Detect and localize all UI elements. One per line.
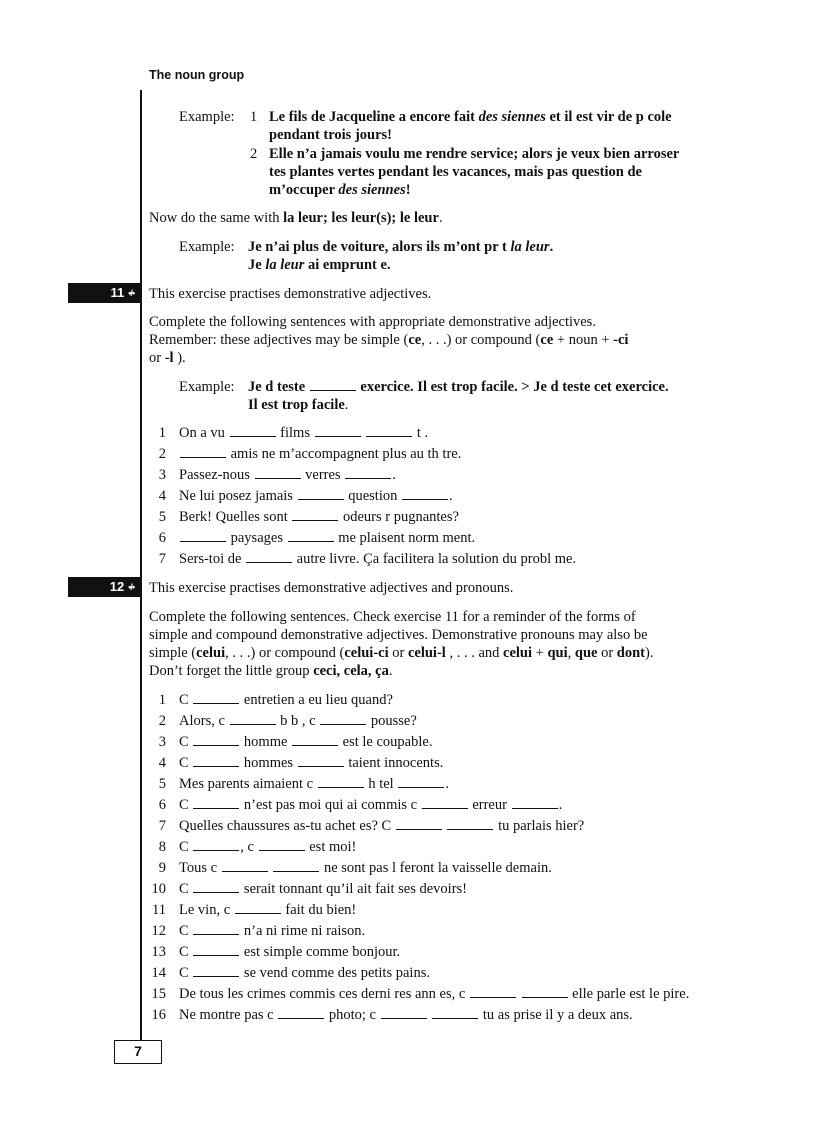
exercise-intro: This exercise practises demonstrative adjectives.	[149, 286, 432, 302]
example-line: Elle n’a jamais voulu me rendre service; alors je veux bien arroser	[269, 146, 680, 162]
exercise-intro: This exercise practises demonstrative adjectives and pronouns.	[149, 580, 514, 596]
example-line: Je n’ai plus de voiture, alors ils m’ont pr t la leur.	[248, 239, 554, 255]
answer-blank[interactable]	[398, 775, 444, 788]
exercise-item: C n’est pas moi qui ai commis c erreur .	[179, 797, 563, 813]
answer-blank[interactable]	[193, 691, 239, 704]
example-label: Example:	[179, 109, 235, 125]
answer-blank[interactable]	[292, 508, 338, 521]
answer-blank[interactable]	[522, 985, 568, 998]
example-number: 1	[250, 109, 258, 125]
page-number: 7	[114, 1040, 162, 1064]
exercise-item: Mes parents aimaient c h tel .	[179, 776, 449, 792]
answer-blank[interactable]	[470, 985, 516, 998]
exercise-item: C entretien a eu lieu quand?	[179, 692, 393, 708]
example-label: Example:	[179, 379, 235, 395]
exercise-item: Berk! Quelles sont odeurs r pugnantes?	[179, 509, 459, 525]
item-number: 8	[158, 839, 166, 855]
instruction-text: Complete the following sentences. Check exercise 11 for a reminder of the forms of	[149, 609, 636, 625]
item-number: 2	[158, 713, 166, 729]
running-head: The noun group	[149, 68, 245, 82]
answer-blank[interactable]	[381, 1006, 427, 1019]
exercise-item: Quelles chaussures as-tu achet es? C tu parlais hier?	[179, 818, 585, 834]
example-line: Je d teste exercice. Il est trop facile. > Je d teste cet exercice.	[248, 379, 669, 395]
answer-blank[interactable]	[320, 712, 366, 725]
exercise-11-tab: 11 •/•	[68, 283, 140, 303]
exercise-item: C , c est moi!	[179, 839, 357, 855]
example-number: 2	[250, 146, 258, 162]
answer-blank[interactable]	[193, 754, 239, 767]
example-line: pendant trois jours!	[269, 127, 392, 143]
answer-blank[interactable]	[298, 754, 344, 767]
answer-blank[interactable]	[255, 466, 301, 479]
answer-blank[interactable]	[402, 487, 448, 500]
answer-blank[interactable]	[298, 487, 344, 500]
answer-blank[interactable]	[447, 817, 493, 830]
item-number: 7	[158, 551, 166, 567]
exercise-item: C se vend comme des petits pains.	[179, 965, 430, 981]
item-number: 6	[158, 530, 166, 546]
item-number: 5	[158, 776, 166, 792]
answer-blank[interactable]	[366, 424, 412, 437]
exercise-item: C hommes taient innocents.	[179, 755, 444, 771]
answer-blank[interactable]	[259, 838, 305, 851]
item-number: 7	[158, 818, 166, 834]
exercise-item: Tous c ne sont pas l feront la vaisselle demain.	[179, 860, 552, 876]
answer-blank[interactable]	[512, 796, 558, 809]
answer-blank[interactable]	[193, 964, 239, 977]
answer-blank[interactable]	[288, 529, 334, 542]
answer-blank[interactable]	[432, 1006, 478, 1019]
exercise-item: amis ne m’accompagnent plus au th tre.	[179, 445, 461, 463]
answer-blank[interactable]	[230, 424, 276, 437]
exercise-item: C est simple comme bonjour.	[179, 944, 401, 960]
answer-blank[interactable]	[180, 529, 226, 542]
item-number: 9	[158, 860, 166, 876]
answer-blank[interactable]	[193, 733, 239, 746]
exercise-item: Alors, c b b , c pousse?	[179, 713, 417, 729]
item-number: 1	[158, 692, 166, 708]
answer-blank[interactable]	[193, 943, 239, 956]
item-number: 11	[152, 902, 166, 918]
item-number: 15	[151, 986, 166, 1002]
exercise-12-tab: 12 •/•	[68, 577, 140, 597]
answer-blank[interactable]	[246, 550, 292, 563]
answer-blank[interactable]	[180, 445, 226, 458]
item-number: 3	[158, 734, 166, 750]
answer-blank[interactable]	[273, 859, 319, 872]
answer-blank[interactable]	[235, 901, 281, 914]
instruction-text: Now do the same with la leur; les leur(s); le leur.	[149, 210, 443, 226]
answer-blank[interactable]	[315, 424, 361, 437]
answer-blank[interactable]	[193, 880, 239, 893]
instruction-text: Don’t forget the little group ceci, cela, ça.	[149, 663, 393, 679]
difficulty-icon: •/•	[128, 582, 134, 592]
answer-blank[interactable]	[193, 796, 239, 809]
example-line: m’occuper des siennes!	[269, 182, 411, 198]
item-number: 5	[158, 509, 166, 525]
item-number: 16	[151, 1007, 166, 1023]
item-number: 3	[158, 467, 166, 483]
exercise-item: Le vin, c fait du bien!	[179, 902, 357, 918]
exercise-item: Ne montre pas c photo; c tu as prise il y a deux ans.	[179, 1007, 633, 1023]
exercise-item: Sers-toi de autre livre. Ça facilitera la solution du probl me.	[179, 551, 577, 567]
answer-blank[interactable]	[230, 712, 276, 725]
exercise-item: C homme est le coupable.	[179, 734, 433, 750]
answer-blank[interactable]	[318, 775, 364, 788]
exercise-item: On a vu films t .	[179, 425, 429, 441]
example-line: Il est trop facile.	[248, 397, 349, 413]
exercise-item: De tous les crimes commis ces derni res ann es, c elle parle est le pire.	[179, 986, 690, 1002]
exercise-item: C serait tonnant qu’il ait fait ses devoirs!	[179, 881, 468, 897]
answer-blank[interactable]	[193, 838, 239, 851]
item-number: 14	[151, 965, 166, 981]
difficulty-icon: •/•	[128, 288, 134, 298]
instruction-text: Remember: these adjectives may be simple (ce, . . .) or compound (ce + noun + -ci	[149, 332, 629, 348]
answer-blank[interactable]	[278, 1006, 324, 1019]
answer-blank[interactable]	[292, 733, 338, 746]
example-line: Je la leur ai emprunt e.	[248, 257, 391, 273]
item-number: 10	[151, 881, 166, 897]
example-line: tes plantes vertes pendant les vacances, mais pas question de	[269, 164, 642, 180]
answer-blank[interactable]	[222, 859, 268, 872]
answer-blank[interactable]	[193, 922, 239, 935]
instruction-text: Complete the following sentences with appropriate demonstrative adjectives.	[149, 314, 596, 330]
item-number: 4	[158, 488, 166, 504]
answer-blank[interactable]	[345, 466, 391, 479]
item-number: 6	[158, 797, 166, 813]
margin-rule	[140, 90, 142, 1040]
instruction-text: simple and compound demonstrative adjectives. Demonstrative pronouns may also be	[149, 627, 648, 643]
example-line: Le fils de Jacqueline a encore fait des siennes et il est vir de p cole	[269, 109, 672, 125]
answer-blank[interactable]	[310, 378, 356, 391]
item-number: 1	[158, 425, 166, 441]
example-label: Example:	[179, 239, 235, 255]
item-number: 13	[151, 944, 166, 960]
exercise-item: C n’a ni rime ni raison.	[179, 923, 366, 939]
instruction-text: simple (celui, . . .) or compound (celui-ci or celui-l , . . . and celui + qui, que or dont).	[149, 645, 654, 661]
exercise-item: Passez-nous verres .	[179, 467, 396, 483]
item-number: 4	[158, 755, 166, 771]
item-number: 12	[151, 923, 166, 939]
answer-blank[interactable]	[422, 796, 468, 809]
item-number: 2	[158, 446, 166, 462]
instruction-text: or -l ).	[149, 350, 186, 366]
exercise-item: paysages me plaisent norm ment.	[179, 529, 475, 547]
exercise-item: Ne lui posez jamais question .	[179, 488, 453, 504]
answer-blank[interactable]	[396, 817, 442, 830]
